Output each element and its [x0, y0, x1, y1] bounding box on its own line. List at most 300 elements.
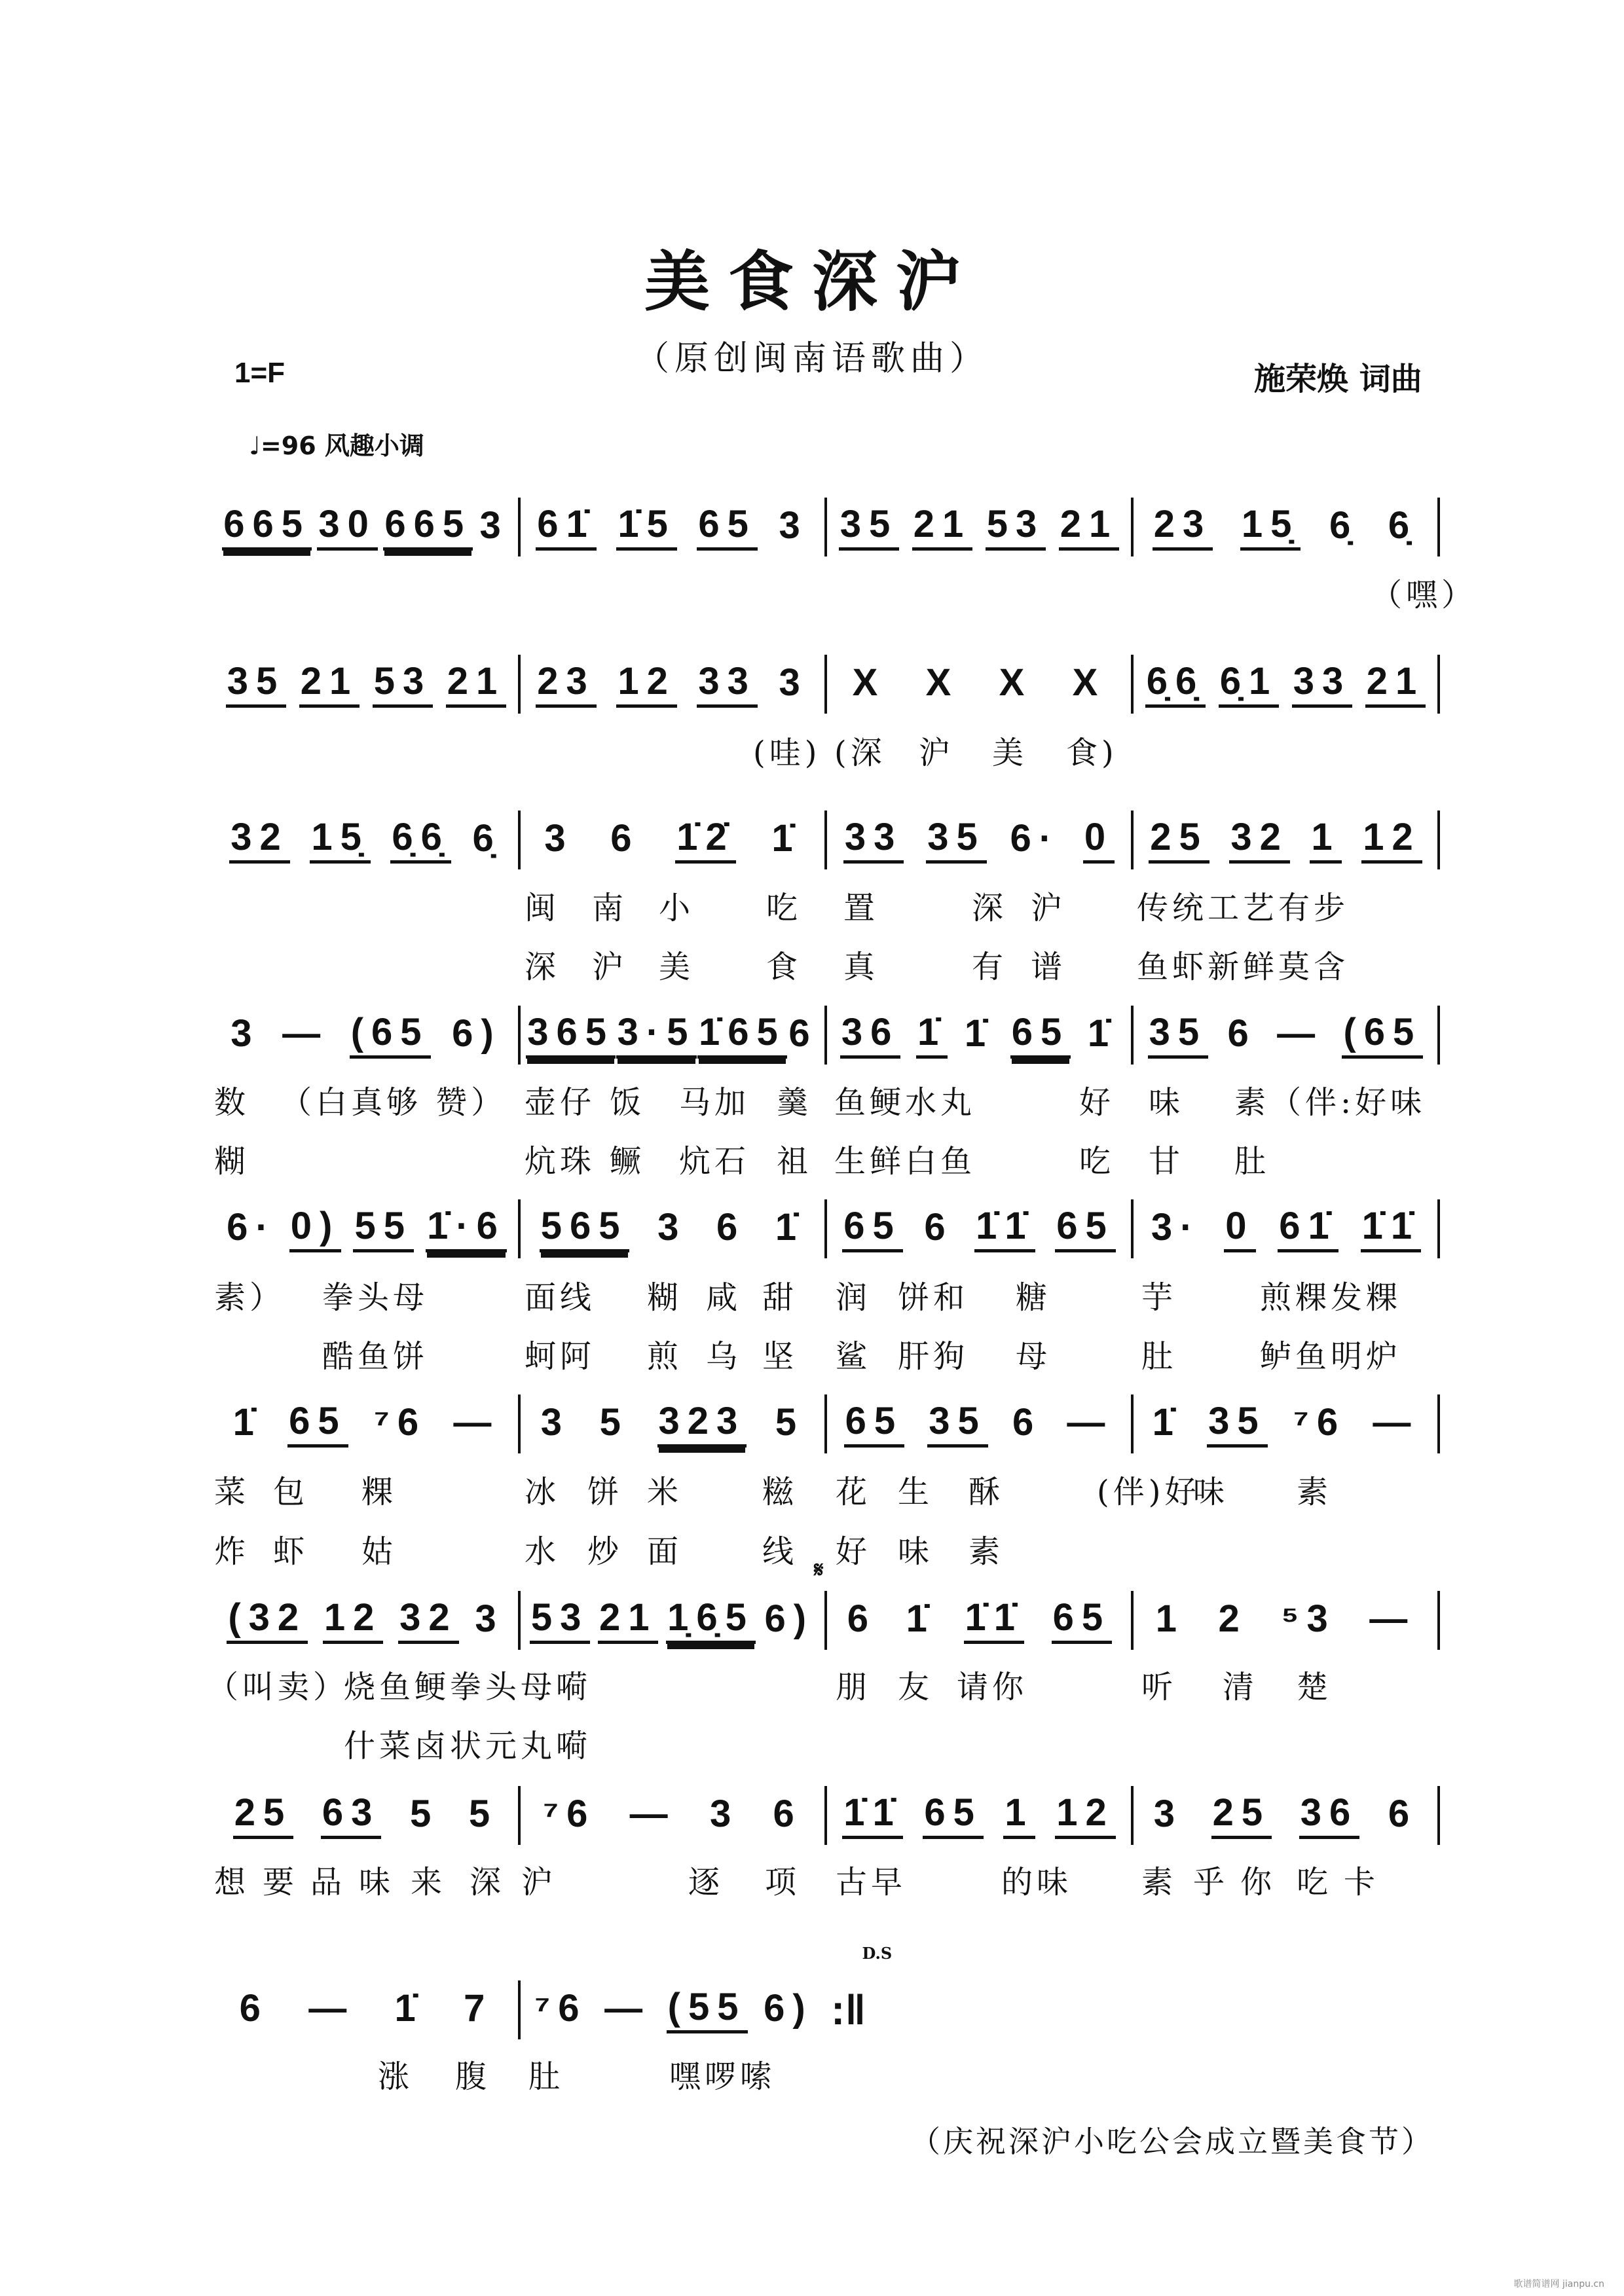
measure [827, 1786, 1134, 1845]
note-group: 6 [610, 817, 640, 860]
measure [521, 498, 827, 556]
note-group: 1̇ [771, 817, 801, 860]
measure [214, 1591, 521, 1650]
lyric-text: 糊 [647, 1279, 683, 1316]
note-group: 33 [843, 817, 904, 864]
lyric-text: 姑 [361, 1533, 397, 1570]
segno-sign: 𝄋 [814, 1557, 824, 1583]
note-group: — [1277, 1012, 1323, 1055]
lyric-text: 酷鱼饼 [322, 1338, 429, 1375]
lyric-text: 素 [1297, 1474, 1333, 1510]
lyric-text: 煎粿发粿 [1260, 1279, 1402, 1316]
lyric-text: 乎 [1193, 1864, 1229, 1901]
measure [814, 1557, 1134, 1650]
lyric-text: 清 [1223, 1669, 1259, 1705]
note-group: ⁷6 [1293, 1401, 1346, 1444]
note-group: 3 [779, 661, 808, 704]
note-group: (55 [667, 1987, 748, 2033]
note-group: 1̇65 [697, 1012, 787, 1059]
note-group: 53 [986, 504, 1046, 551]
note-group: 65 [923, 1793, 984, 1839]
tempo-marking: ♩=96 风趣小调 [249, 431, 424, 460]
lyric-text: 饭 [610, 1084, 646, 1121]
lyric-text: 糊 [214, 1143, 250, 1180]
lyric-text: 好 [1079, 1084, 1115, 1121]
lyric-text: 吃 [766, 890, 802, 926]
measure [214, 1006, 521, 1065]
lyric-text: 鱼虾新鲜莫含 [1137, 949, 1350, 985]
note-group: 32 [1229, 817, 1290, 864]
measure [521, 811, 827, 869]
lyric-text: (深 [834, 735, 886, 771]
lyric-text: 美 [992, 735, 1028, 771]
note-group: 15̣ [310, 817, 371, 864]
note-group: 1̇1̇ [842, 1793, 903, 1839]
lyric-text: 味 [1193, 1474, 1229, 1510]
note-group: (65 [1342, 1012, 1423, 1059]
lyric-text: 卡 [1344, 1864, 1380, 1901]
lyric-text: 沪 [592, 949, 628, 985]
lyric-text: 深 [525, 949, 561, 985]
note-group: 32 [229, 817, 290, 864]
measure [214, 498, 521, 556]
end-repeat-sign: :‖ [831, 1986, 866, 2033]
lyric-text: （白真够 赞） [280, 1084, 507, 1121]
measure [827, 1006, 1134, 1065]
note-group: 3·5 [616, 1012, 697, 1059]
lyric-text: 嘿啰嗦 [669, 2058, 776, 2095]
lyric-text: 肚 [528, 2058, 564, 2095]
lyric-text: 包 [273, 1474, 309, 1510]
lyric-text: 生 [898, 1474, 934, 1510]
lyric-text: 糍 [762, 1474, 798, 1510]
note-group: 1̇·6 [426, 1206, 507, 1252]
note-group: 1̇5 [616, 504, 677, 551]
lyric-text: 肝狗 [898, 1338, 969, 1375]
measure [521, 1199, 827, 1258]
note-group: 12 [1055, 1793, 1116, 1839]
measure [521, 655, 827, 714]
note-group: 7 [464, 1987, 493, 2030]
lyric-text: 粿 [361, 1474, 397, 1510]
score-system [214, 1557, 1440, 1650]
lyric-text: 的味 [1001, 1864, 1073, 1901]
measure [1134, 1786, 1440, 1845]
note-group: 35 [926, 817, 987, 864]
note-group: 6 [239, 1987, 268, 2030]
lyric-text: 虾 [273, 1533, 309, 1570]
lyric-text: 听 [1141, 1669, 1177, 1705]
note-group: X [852, 661, 886, 704]
note-group: 53 [373, 661, 434, 708]
key-signature: 1=F [234, 357, 286, 389]
note-group: 323 [657, 1401, 747, 1448]
lyric-text: 润 [836, 1279, 872, 1316]
lyric-text: 鲈鱼明炉 [1260, 1338, 1402, 1375]
lyric-text: 糖 [1016, 1279, 1052, 1316]
lyric-text: 吃 [1297, 1864, 1333, 1901]
note-group: 3 [779, 504, 808, 547]
lyric-text: 菜 [214, 1474, 250, 1510]
score-system [214, 1199, 1440, 1258]
note-group: 61̇ [536, 504, 597, 551]
note-group: ⁷6 [373, 1401, 427, 1444]
note-group: 55 [353, 1206, 414, 1252]
note-group: 35 [1148, 1012, 1209, 1059]
note-group: 1̇ [1152, 1401, 1181, 1444]
note-group: 6) [452, 1012, 502, 1055]
measure [521, 1006, 827, 1065]
lyric-text: 米 [647, 1474, 683, 1510]
note-group: 6 [924, 1206, 953, 1248]
lyric-text: 深 [470, 1864, 506, 1901]
note-group: 0 [1083, 817, 1115, 864]
measure [214, 1394, 521, 1453]
lyric-text: 食) [1066, 735, 1118, 771]
note-group: 12 [616, 661, 677, 708]
note-group: 6̣6̣ [390, 817, 451, 864]
lyric-text: 鲨 [836, 1338, 872, 1375]
note-group: 21 [912, 504, 973, 551]
note-group: 30 [317, 504, 378, 551]
lyric-text: 面 [647, 1533, 683, 1570]
note-group: 3 [657, 1206, 687, 1248]
measure [214, 1199, 521, 1258]
lyric-text: 面线 [525, 1279, 596, 1316]
lyric-text: 古早 [836, 1864, 907, 1901]
note-group: 6· [227, 1206, 276, 1248]
note-group: 1̇1̇ [974, 1206, 1035, 1252]
lyric-text: 祖 [777, 1143, 813, 1180]
lyric-text: 南 [592, 890, 628, 926]
lyric-text: 煎 [647, 1338, 683, 1375]
note-group: 25 [1211, 1793, 1272, 1839]
lyric-text: 芋 [1141, 1279, 1177, 1316]
note-group: 665 [222, 504, 312, 551]
note-group: 6̣ [1329, 504, 1359, 547]
lyric-text: 逐 [688, 1864, 724, 1901]
lyric-text: 素（伴:好味 [1234, 1084, 1426, 1121]
note-group: — [1369, 1597, 1416, 1640]
note-group: 3 [709, 1793, 739, 1835]
note-group: 6 [773, 1793, 802, 1835]
note-group: 63 [321, 1793, 382, 1839]
lyric-text: 饼和 [898, 1279, 969, 1316]
note-group: 33 [697, 661, 758, 708]
score-system [214, 1394, 1440, 1453]
measure [827, 1199, 1134, 1258]
note-group: 65 [287, 1401, 348, 1448]
note-group: 6 [847, 1597, 877, 1640]
note-group: (65 [350, 1012, 431, 1059]
note-group: 5 [410, 1793, 439, 1835]
note-group: 6 [716, 1206, 746, 1248]
note-group: 1̇2̇ [675, 817, 736, 864]
note-group: 21 [1059, 504, 1120, 551]
note-group: 0 [1224, 1206, 1255, 1252]
note-group: 3 [1153, 1793, 1183, 1835]
lyric-text: 冰 [525, 1474, 561, 1510]
note-group: 36 [840, 1012, 901, 1059]
note-group: 61̇ [1278, 1206, 1338, 1252]
note-group: 15̣ [1240, 504, 1301, 551]
measure [1134, 1591, 1440, 1650]
note-group: 3 [231, 1012, 260, 1055]
lyric-text: 涨 [378, 2058, 414, 2095]
lyric-text: 传统工艺有步 [1137, 890, 1350, 926]
lyric-text: 肚 [1234, 1143, 1270, 1180]
note-group: 1̇ [394, 1987, 424, 2030]
lyric-text: 花 [836, 1474, 872, 1510]
lyric-text: 酥 [969, 1474, 1005, 1510]
lyric-text: 鱼鲠水丸 [834, 1084, 976, 1121]
lyric-text: 小 [659, 890, 695, 926]
lyric-text: (伴)好 [1097, 1474, 1200, 1510]
lyric-text: 蚵阿 [525, 1338, 596, 1375]
note-group: 36 [1299, 1793, 1360, 1839]
note-group: 6) [764, 1987, 813, 2030]
lyric-text: 生鲜白鱼 [834, 1143, 976, 1180]
lyric-text: 甘 [1149, 1143, 1185, 1180]
note-group: 6̣1 [1219, 661, 1280, 708]
note-group: — [1373, 1401, 1419, 1444]
measure [521, 1980, 827, 2039]
lyric-text: 你 [1240, 1864, 1276, 1901]
note-group: 1̇1̇ [1361, 1206, 1422, 1252]
lyric-text: 食 [766, 949, 802, 985]
lyric-text: 鳜 [610, 1143, 646, 1180]
song-title: 美食深沪 [644, 243, 980, 320]
note-group: 65 [1055, 1206, 1116, 1252]
lyric-text: 沪 [1031, 890, 1067, 926]
measure [521, 1591, 827, 1650]
note-group: 1̇ [916, 1012, 948, 1059]
score-system [214, 655, 1440, 714]
lyric-text: （嘿） [1371, 577, 1477, 613]
note-group: — [308, 1987, 355, 2030]
lyric-text: 有 [972, 949, 1008, 985]
lyric-text: 炕珠 [525, 1143, 596, 1180]
note-group: ⁷6 [534, 1987, 587, 2030]
note-group: ⁷6 [543, 1793, 596, 1835]
note-group: 12 [1361, 817, 1422, 864]
lyric-text: 美 [659, 949, 695, 985]
note-group: 21 [446, 661, 507, 708]
lyric-text: 咸 [706, 1279, 742, 1316]
lyric-text: 壶仔 [525, 1084, 596, 1121]
note-group: (32 [227, 1597, 308, 1644]
lyric-text: 炕石 [679, 1143, 750, 1180]
note-group: 1̇ [1087, 1012, 1117, 1055]
measure [1134, 1199, 1440, 1258]
note-group: 35 [226, 661, 287, 708]
lyric-text: 水 [525, 1533, 561, 1570]
lyric-text: 母 [1016, 1338, 1052, 1375]
lyric-text: 马加 [679, 1084, 750, 1121]
lyric-text: 炒 [587, 1533, 623, 1570]
note-group: 1̇ [964, 1012, 994, 1055]
note-group: 1̇1̇ [964, 1597, 1025, 1644]
measure [214, 1980, 521, 2039]
note-group: 1̣6̣5 [666, 1597, 756, 1644]
lyric-text: 请你 [957, 1669, 1028, 1705]
score-system [214, 1944, 893, 2039]
note-group: ⁵3 [1281, 1597, 1336, 1640]
measure [214, 655, 521, 714]
note-group: 35 [1207, 1401, 1268, 1448]
lyric-text: 深 [972, 890, 1008, 926]
composer-credit: 施荣焕 词曲 [1254, 361, 1422, 397]
note-group: 6̣ [1388, 504, 1418, 547]
note-group: 3 [540, 1401, 570, 1444]
note-group: 21 [299, 661, 360, 708]
lyric-text: 品 [310, 1864, 346, 1901]
note-group: — [1067, 1401, 1113, 1444]
note-group: 2 [1218, 1597, 1247, 1640]
note-group: 3 [544, 817, 574, 860]
measure [214, 1786, 521, 1845]
song-subtitle: （原创闽南语歌曲） [635, 339, 989, 378]
note-group: 65 [844, 1401, 905, 1448]
note-group: 1 [1155, 1597, 1185, 1640]
note-group: 65 [697, 504, 758, 551]
lyric-text: 置 [843, 890, 879, 926]
note-group: 6 [788, 1012, 818, 1055]
measure [521, 1786, 827, 1845]
note-group: X [1072, 661, 1106, 704]
lyric-text: 想 [214, 1864, 250, 1901]
note-group: 25 [233, 1793, 294, 1839]
lyric-text: 味 [359, 1864, 395, 1901]
note-group: 25 [1149, 817, 1209, 864]
measure [1134, 811, 1440, 869]
lyric-text: 闽 [525, 890, 561, 926]
lyric-text: 腹 [455, 2058, 491, 2095]
note-group: 23 [536, 661, 597, 708]
score-system [214, 498, 1440, 556]
note-group: 1̇ [232, 1401, 262, 1444]
lyric-text: 项 [765, 1864, 801, 1901]
lyric-text: 乌 [706, 1338, 742, 1375]
lyric-text: 要 [263, 1864, 299, 1901]
note-group: 23 [1153, 504, 1213, 551]
note-group: 3· [1151, 1206, 1201, 1248]
measure [827, 655, 1134, 714]
lyric-text: 坚 [762, 1338, 798, 1375]
note-group: 5 [775, 1401, 805, 1444]
note-group: 665 [383, 504, 473, 551]
dal-segno-mark: D.S [862, 1944, 893, 1963]
lyric-text: 来 [411, 1864, 447, 1901]
lyric-text: 羹 [777, 1084, 813, 1121]
note-group: 35 [927, 1401, 988, 1448]
lyric-text: 什菜卤状元丸嗬 [344, 1728, 592, 1764]
note-group: 12 [323, 1597, 384, 1644]
lyric-text: 楚 [1297, 1669, 1333, 1705]
note-group: 1 [1003, 1793, 1035, 1839]
lyric-text: 素 [969, 1533, 1005, 1570]
note-group: X [925, 661, 959, 704]
lyric-text: 味 [1149, 1084, 1185, 1121]
lyric-text: 朋 [836, 1669, 872, 1705]
measure [1134, 655, 1440, 714]
measure [827, 498, 1134, 556]
lyric-text: 线 [762, 1533, 798, 1570]
measure [1134, 1006, 1440, 1065]
note-group: 33 [1292, 661, 1353, 708]
lyric-text: (哇) [753, 735, 821, 771]
note-group: 565 [540, 1206, 629, 1252]
lyric-text: 饼 [587, 1474, 623, 1510]
note-group: 6 [1012, 1401, 1042, 1444]
score-system [214, 1786, 1440, 1845]
lyric-text: 吃 [1079, 1143, 1115, 1180]
note-group: 65 [842, 1206, 903, 1252]
lyric-text: 沪 [919, 735, 955, 771]
note-group: 35 [839, 504, 900, 551]
lyric-text: 友 [898, 1669, 934, 1705]
watermark: 歌谱简谱网 jianpu.cn [1513, 2279, 1604, 2289]
measure [1134, 498, 1440, 556]
note-group: 1̇ [775, 1206, 805, 1248]
lyric-text: 味 [898, 1533, 934, 1570]
note-group: 6 [1227, 1012, 1257, 1055]
note-group: — [604, 1987, 651, 2030]
lyric-text: 素） [214, 1279, 286, 1316]
lyric-text: 素 [1141, 1864, 1177, 1901]
note-group: 53 [530, 1597, 591, 1644]
note-group: 5 [468, 1793, 498, 1835]
lyric-text: 甜 [762, 1279, 798, 1316]
note-group: 1 [1310, 817, 1341, 864]
note-group: 6̣ [472, 817, 502, 860]
score-system [214, 811, 1440, 869]
lyric-text: 谱 [1031, 949, 1067, 985]
note-group: 32 [398, 1597, 459, 1644]
score-system [214, 1006, 1440, 1065]
note-group: — [629, 1793, 676, 1835]
note-group: 65 [1052, 1597, 1113, 1644]
note-group: 6 [1388, 1793, 1418, 1835]
lyric-text: 真 [843, 949, 879, 985]
measure [521, 1394, 827, 1453]
note-group: 21 [1365, 661, 1426, 708]
note-group: 0) [289, 1206, 342, 1252]
lyric-text: 好 [836, 1533, 872, 1570]
note-group: 365 [526, 1012, 616, 1059]
lyric-text: 肚 [1141, 1338, 1177, 1375]
note-group: — [282, 1012, 329, 1055]
lyric-text: 烧鱼鲠拳头母嗬 [344, 1669, 592, 1705]
measure [827, 811, 1134, 869]
note-group: — [453, 1401, 500, 1444]
lyric-text: （叫卖） [207, 1669, 349, 1705]
measure [214, 811, 521, 869]
lyric-text: 炸 [214, 1533, 250, 1570]
note-group: 3 [475, 1597, 504, 1640]
measure [1134, 1394, 1440, 1453]
note-group: X [999, 661, 1033, 704]
lyric-text: 拳头母 [322, 1279, 429, 1316]
note-group: 3 [479, 504, 509, 547]
note-group: 5 [599, 1401, 629, 1444]
lyric-text: 数 [214, 1084, 250, 1121]
note-group: 6· [1010, 817, 1060, 860]
note-group: 21 [598, 1597, 659, 1644]
note-group: 6) [764, 1597, 815, 1640]
lyric-text: 沪 [521, 1864, 557, 1901]
note-group: 1̇ [906, 1597, 935, 1640]
